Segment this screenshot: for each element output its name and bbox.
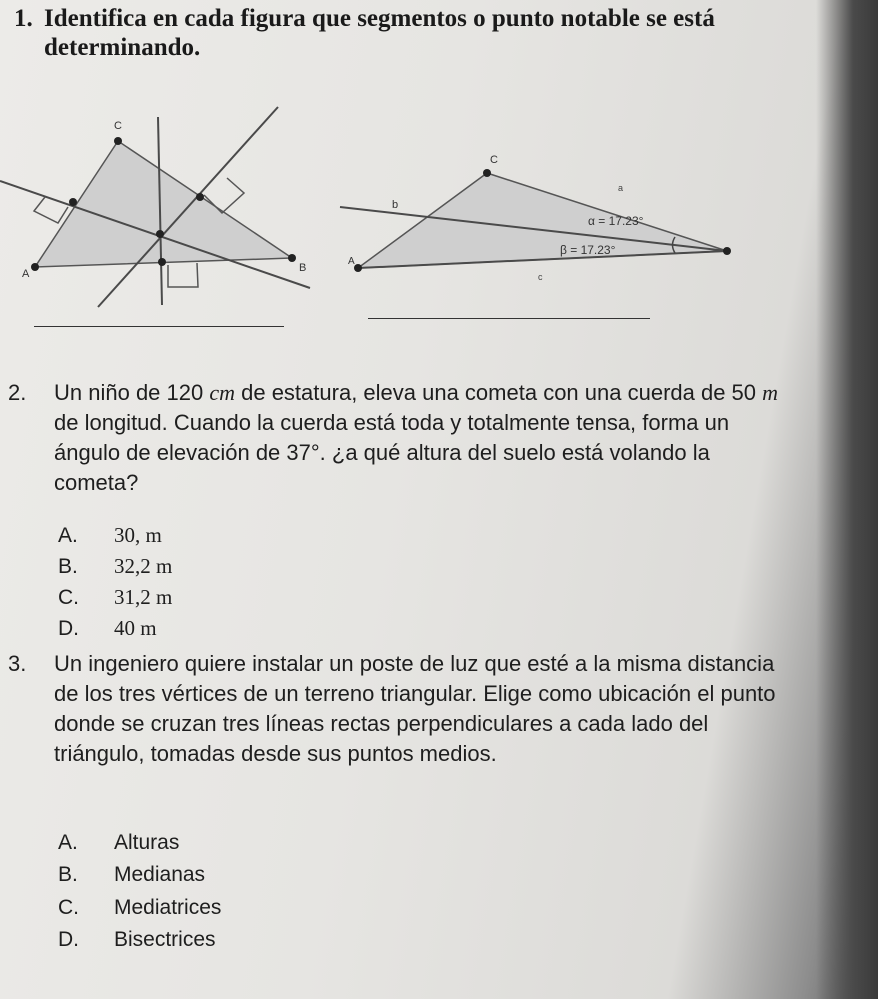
question-3-number: 3. bbox=[8, 651, 27, 676]
figure-left-triangle bbox=[0, 95, 320, 320]
point-a-right bbox=[354, 264, 362, 272]
unit-cm: cm bbox=[209, 380, 235, 405]
option-letter: D. bbox=[58, 928, 79, 951]
question-3-text: Un ingeniero quiere instalar un poste de luz que esté a la misma distancia de los tres vértices de un terreno triangular. Elige como ubicación el punto donde se cruzan tres líneas rectas perpendiculares a cada lado del triángulo, tomadas desde sus puntos medios. bbox=[54, 651, 776, 766]
label-side-a: a bbox=[618, 183, 624, 193]
point-b bbox=[288, 254, 296, 262]
q2-option-c[interactable] bbox=[58, 582, 172, 613]
label-b: B bbox=[299, 262, 307, 274]
right-angle-mark-3 bbox=[168, 263, 198, 287]
question-2-text-part-1: Un niño de 120 bbox=[54, 380, 210, 405]
option-value: 30, m bbox=[114, 523, 162, 547]
option-letter: C. bbox=[58, 896, 79, 919]
option-value: 32,2 m bbox=[114, 554, 173, 578]
question-2 bbox=[8, 378, 788, 498]
figure-right-triangle bbox=[330, 145, 750, 295]
point-mid-2 bbox=[196, 193, 204, 201]
option-letter: B. bbox=[58, 863, 78, 886]
label-c-top: C bbox=[490, 154, 498, 166]
question-1-text: Identifica en cada figura que segmentos o punto notable se está determinando. bbox=[44, 5, 715, 61]
q2-option-b[interactable] bbox=[58, 551, 172, 582]
label-vertex-a: A bbox=[348, 256, 355, 267]
option-value: Medianas bbox=[114, 863, 206, 886]
option-value: Alturas bbox=[114, 831, 180, 854]
q3-option-b[interactable] bbox=[58, 860, 205, 890]
option-letter: C. bbox=[58, 586, 79, 609]
option-letter: A. bbox=[58, 524, 78, 547]
unit-m: m bbox=[762, 380, 779, 405]
option-letter: B. bbox=[58, 555, 78, 578]
label-side-b: b bbox=[392, 199, 399, 211]
label-c: C bbox=[114, 120, 122, 132]
q2-option-d[interactable] bbox=[58, 613, 157, 644]
point-b-right bbox=[723, 247, 731, 255]
point-mid-1 bbox=[69, 198, 77, 206]
question-2-number: 2. bbox=[8, 380, 27, 405]
label-a: A bbox=[22, 268, 30, 280]
option-value: 40 m bbox=[114, 616, 157, 640]
question-1-number: 1. bbox=[14, 5, 33, 32]
option-value: Bisectrices bbox=[114, 928, 216, 951]
q2-option-a[interactable] bbox=[58, 520, 162, 551]
label-side-c: c bbox=[538, 272, 543, 282]
option-value: Mediatrices bbox=[114, 896, 222, 919]
question-2-text bbox=[54, 378, 788, 498]
q3-option-d[interactable] bbox=[58, 925, 216, 955]
option-letter: D. bbox=[58, 617, 79, 640]
label-alpha: α = 17.23° bbox=[588, 214, 644, 228]
question-1 bbox=[14, 4, 734, 62]
point-c-right bbox=[483, 169, 491, 177]
question-2-text-part-2: de estatura, eleva una cometa con una cuerda de 50 bbox=[235, 380, 763, 405]
point-c bbox=[114, 137, 122, 145]
page-edge-shadow bbox=[816, 0, 878, 999]
question-3 bbox=[8, 649, 788, 769]
q3-option-a[interactable] bbox=[58, 828, 179, 858]
right-angle-mark-1 bbox=[34, 197, 68, 223]
point-circumcenter bbox=[156, 230, 164, 238]
option-value: 31,2 m bbox=[114, 585, 173, 609]
question-2-text-part-3: de longitud. Cuando la cuerda está toda y totalmente tensa, forma un ángulo de elevación de 37°. ¿a qué altura del suelo está volando la cometa? bbox=[54, 410, 730, 495]
point-mid-3 bbox=[158, 258, 166, 266]
label-beta: β = 17.23° bbox=[560, 243, 616, 257]
option-letter: A. bbox=[58, 831, 78, 854]
answer-line-right[interactable] bbox=[368, 318, 650, 319]
point-a bbox=[31, 263, 39, 271]
q3-option-c[interactable] bbox=[58, 893, 221, 923]
answer-line-left[interactable] bbox=[34, 326, 284, 327]
